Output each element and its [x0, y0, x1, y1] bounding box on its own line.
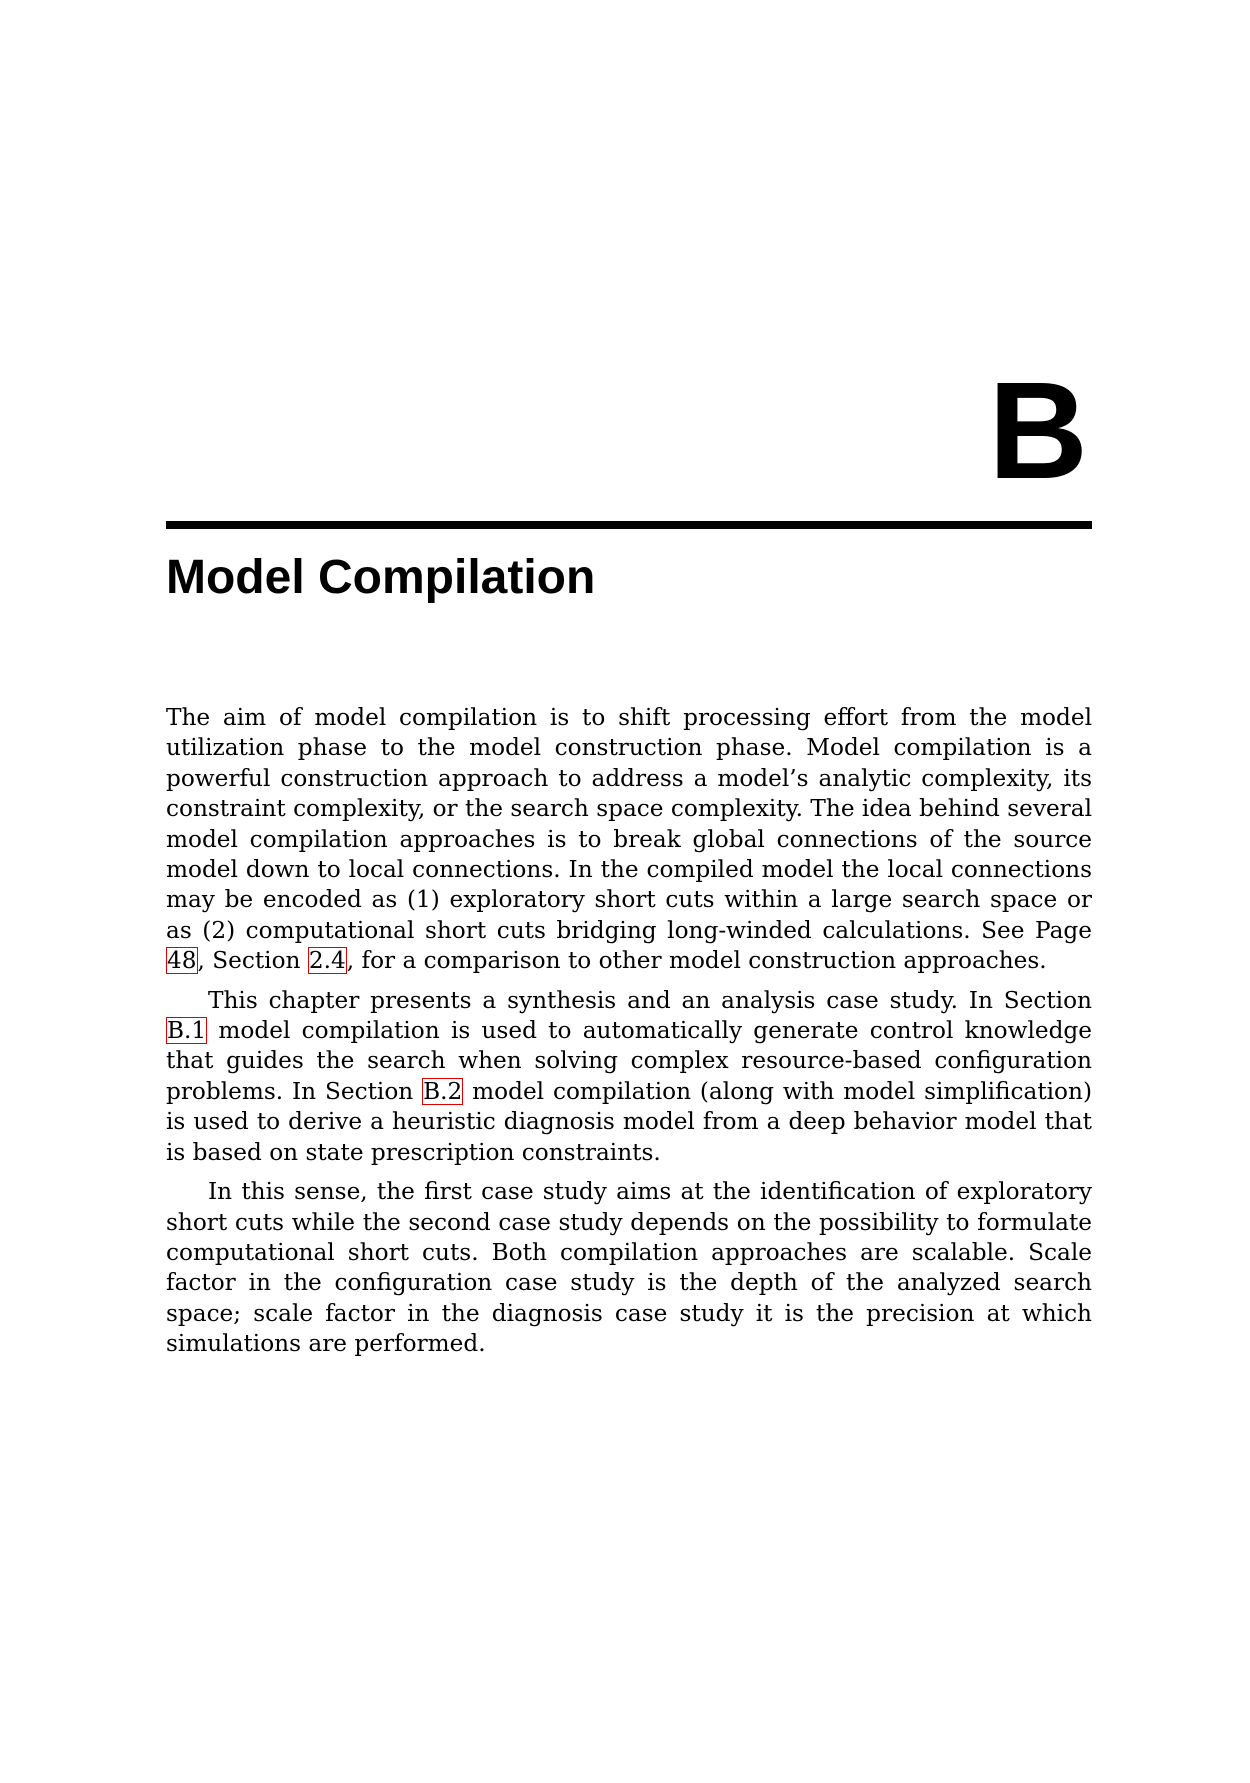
- paragraph-scalability: [166, 1177, 1092, 1359]
- text-run: model compilation is used to automatically generate control knowledge that guides the search when solving complex resource-based configuration problems. In Section: [166, 1017, 1092, 1105]
- chapter-letter: B: [988, 354, 1088, 508]
- text-run: This chapter presents a synthesis and an analysis case study. In Section: [208, 986, 1092, 1014]
- paragraph-overview: [166, 986, 1092, 1168]
- text-run: , Section: [197, 947, 308, 975]
- section-reference-link[interactable]: B.1: [167, 1017, 207, 1045]
- body-text: [166, 703, 1092, 1369]
- text-run: , for a comparison to other model construction approaches.: [346, 947, 1047, 975]
- text-run: model compilation (along with model simplification) is used to derive a heuristic diagnosis model from a deep behavior model that is based on state prescription constraints.: [166, 1077, 1092, 1166]
- text-run: In this sense, the first case study aims at the identification of exploratory short cuts while the second case study depends on the possibility to formulate computational short cuts. Both compilation approaches are scalable. Scale factor in the configuration case study is the depth of the analyzed search space; scale factor in the diagnosis case study it is the precision at which simulations are performed.: [166, 1178, 1092, 1358]
- chapter-divider: [166, 521, 1092, 529]
- section-reference-link[interactable]: B.2: [423, 1077, 463, 1105]
- page-reference-link[interactable]: 48: [167, 947, 197, 975]
- section-reference-link[interactable]: 2.4: [308, 947, 346, 975]
- text-run: The aim of model compilation is to shift processing effort from the model utilization phase to the model construction phase. Model compilation is a powerful construction approach to address a model’s analytic complexity, its constraint complexity, or the search space complexity. The idea behind several model compilation approaches is to break global connections of the source model down to local connections. In the compiled model the local connections may be encoded as (1) exploratory short cuts within a large search space or as (2) computational short cuts bridging long-winded calculations. See Page: [166, 704, 1092, 944]
- paragraph-intro: [166, 703, 1092, 977]
- chapter-title: Model Compilation: [166, 551, 596, 604]
